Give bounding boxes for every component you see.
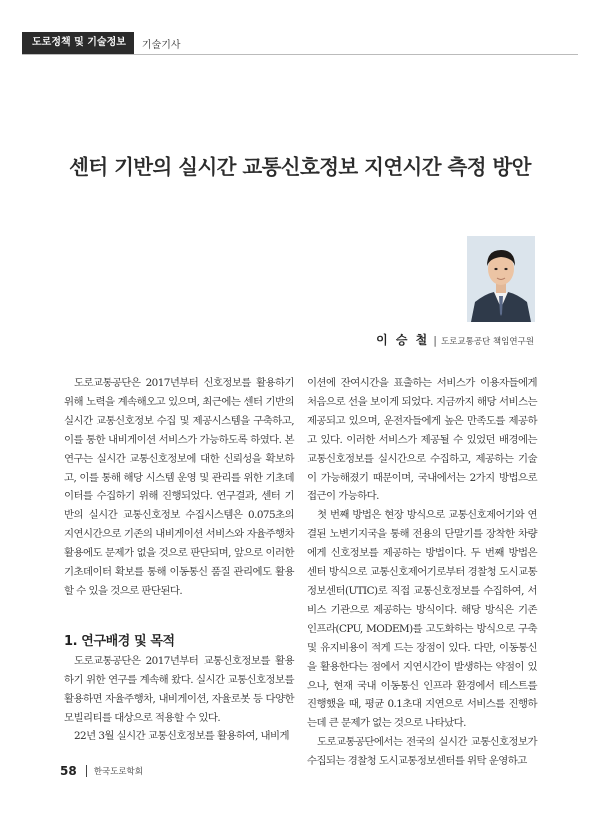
header-divider [22, 54, 578, 55]
right-column [307, 374, 537, 771]
author-name: 이 승 철 [376, 333, 430, 347]
journal-name: 한국도로학회 [93, 767, 143, 777]
author-photo [467, 236, 535, 322]
author-affiliation: 도로교통공단 책임연구원 [440, 337, 534, 347]
author-separator: | [433, 334, 437, 347]
body-paragraph: 첫 번째 방법은 현장 방식으로 교통신호제어기와 연결된 노변기지국을 통해 전용의 단말기를 장착한 차량에게 신호정보를 제공하는 방법이다. 두 번째 방법은 센터 방식으로 교통신호제어기로부터 경찰청 도시교통정보센터(UTIC)로 직접 교통신호정보를 수집하여, 서비스 기관으로 제공하는 방식이다. 해당 방식은 기존 인프라(CPU, MODEM)를 고도화하는 방식으로 구축 및 유지비용이 적게 드는 장점이 있다. 다만, 이동통신을 활용한다는 점에서 지연시간이 발생하는 약점이 있으나, 현재 국내 이동통신 인프라 환경에서 테스트를 진행했을 때, 평균 0.1초대 지연으로 서비스를 진행하는데 큰 문제가 없는 것으로 나타났다. [307, 509, 537, 730]
author-line [376, 331, 534, 348]
body-paragraph: 22년 3월 실시간 교통신호정보를 활용하여, 내비게 [74, 730, 289, 743]
body-paragraph: 이션에 잔여시간을 표출하는 서비스가 이용자들에게 처음으로 선을 보이게 되었다. 지금까지 해당 서비스는 제공되고 있으며, 운전자들에게 높은 만족도를 제공하고 있다. 이러한 서비스가 제공될 수 있었던 배경에는 교통신호정보를 실시간으로 수집하고, 제공하는 기술이 가능해졌기 때문이며, 국내에서는 2가지 방법으로 접근이 가능하다. [307, 377, 537, 503]
page-number: 58 [60, 764, 77, 778]
article-title: 센터 기반의 실시간 교통신호정보 지연시간 측정 방안 [69, 155, 531, 179]
body-paragraph: 도로교통공단에서는 전국의 실시간 교통신호정보가 수집되는 경찰청 도시교통정보센터를 위탁 운영하고 [307, 736, 537, 768]
left-column [64, 374, 294, 746]
header-category-tab: 도로정책 및 기술정보 [22, 32, 134, 54]
body-paragraph: 도로교통공단은 2017년부터 교통신호정보를 활용하기 위한 연구를 계속해 왔다. 실시간 교통신호정보를 활용하면 자율주행차, 내비게이션, 자율로봇 등 다양한 모빌리티를 대상으로 적용할 수 있다. [64, 654, 294, 724]
page-footer [60, 764, 143, 778]
footer-divider [86, 765, 87, 777]
abstract-paragraph: 도로교통공단은 2017년부터 신호정보를 활용하기 위해 노력을 계속해오고 있으며, 최근에는 센터 기반의 실시간 교통신호정보 수집 및 제공시스템을 구축하고, 이를 통한 내비게이션 서비스가 가능하도록 하였다. 본 연구는 실시간 교통신호정보에 대한 신뢰성을 확보하고, 이를 통해 해당 시스템 운영 및 관리를 위한 기초데이터를 수집하기 위해 진행되었다. 연구결과, 센터 기반의 실시간 교통신호정보 수집시스템은 0.075초의 지연시간으로 기존의 내비게이션 서비스와 자율주행차 활용에도 문제가 없을 것으로 판단되며, 앞으로 이러한 기초데이터 확보를 통해 이동통신 품질 관리에도 활용할 수 있을 것으로 판단된다. [64, 377, 294, 597]
header-section-label: 기술기사 [141, 39, 181, 51]
running-header [22, 32, 578, 54]
section-heading: 1. 연구배경 및 목적 [64, 633, 175, 649]
